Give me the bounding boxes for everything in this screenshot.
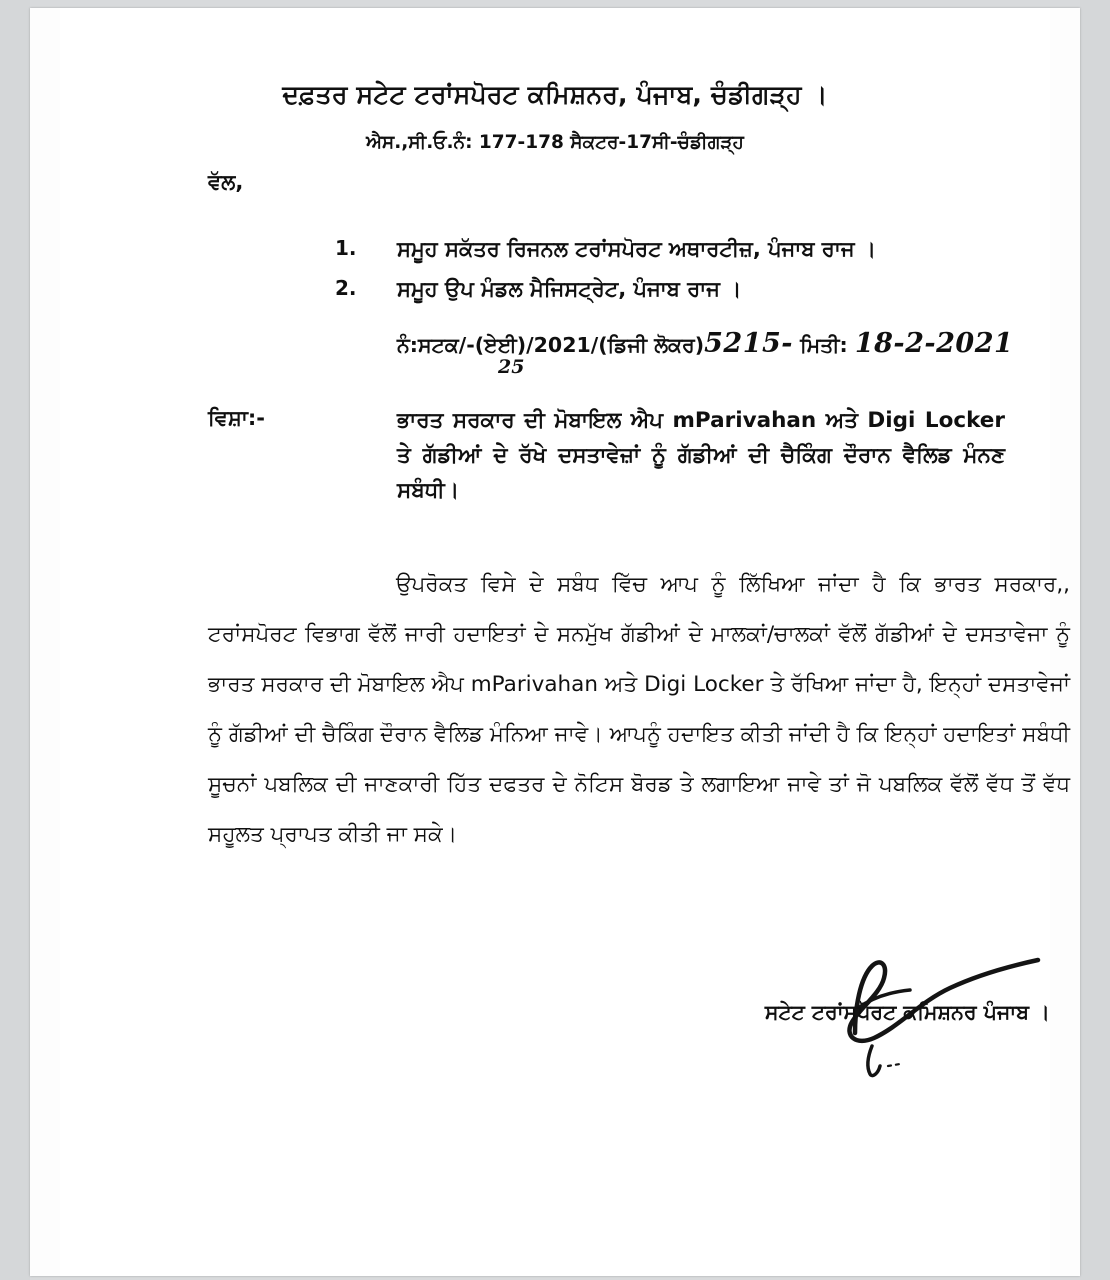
list-item [335, 276, 1035, 302]
date-handwritten: 18-2-2021 [854, 328, 1014, 359]
letter-body [208, 560, 1070, 861]
list-item-label: ਸਮੂਹ ਉਪ ਮੰਡਲ ਮੈਜਿਸਟ੍ਰੇਟ, ਪੰਜਾਬ ਰਾਜ । [397, 277, 742, 302]
reference-printed: ਨੰ:ਸਟਕ/-(ਏਈ)/2021/(ਡਿਜੀ ਲੋਕਰ) [397, 333, 705, 357]
office-heading: ਦਫ਼ਤਰ ਸਟੇਟ ਟਰਾਂਸਪੋਰਟ ਕਮਿਸ਼ਨਰ, ਪੰਜਾਬ, ਚੰਡੀਗੜ੍ਹ । [282, 80, 828, 109]
recipient-list [335, 236, 1035, 317]
reference-number-second-line: 25 [498, 356, 525, 378]
document-sheet [30, 8, 1080, 1276]
page-margin-right [1080, 0, 1110, 1280]
list-item [335, 236, 1035, 262]
reference-number-handwritten: 5215- [704, 328, 793, 359]
scanned-letter [60, 8, 1070, 1276]
page-margin-left [0, 0, 30, 1280]
list-item-number: 2. [335, 276, 357, 301]
document-page [60, 8, 1070, 1276]
list-item-label: ਸਮੂਹ ਸਕੱਤਰ ਰਿਜਨਲ ਟਰਾਂਸਪੋਰਟ ਅਥਾਰਟੀਜ਼, ਪੰਜਾਬ ਰਾਜ । [397, 237, 877, 261]
list-item-number: 1. [335, 236, 357, 260]
reference-line [397, 328, 1013, 359]
signatory-designation: ਸਟੇਟ ਟਰਾਂਸਪੋਰਟ ਕਮਿਸ਼ਨਰ ਪੰਜਾਬ । [764, 1000, 1050, 1024]
office-address: ਐਸ.,ਸੀ.ਓ.ਨੰ: 177-178 ਸੈਕਟਰ-17ਸੀ-ਚੰਡੀਗੜ੍ਹ [366, 132, 744, 153]
subject-label: ਵਿਸ਼ਾ:- [208, 406, 266, 430]
letter-body-text: ਉਪਰੋਕਤ ਵਿਸੇ ਦੇ ਸਬੰਧ ਵਿੱਚ ਆਪ ਨੂੰ ਲਿੱਖਿਆ ਜਾਂਦਾ ਹੈ ਕਿ ਭਾਰਤ ਸਰਕਾਰ,, ਟਰਾਂਸਪੋਰਟ ਵਿਭਾਗ ਵੱਲੋਂ ਜਾਰੀ ਹਦਾਇਤਾਂ ਦੇ ਸਨਮੁੱਖ ਗੱਡੀਆਂ ਦੇ ਮਾਲਕਾਂ/ਚਾਲਕਾਂ ਵੱਲੋਂ ਗੱਡੀਆਂ ਦੇ ਦਸਤਾਵੇਜਾ ਨੂੰ ਭਾਰਤ ਸਰਕਾਰ ਦੀ ਮੋਬਾਇਲ ਐਪ mParivahan ਅਤੇ Digi Locker ਤੇ ਰੱਖਿਆ ਜਾਂਦਾ ਹੈ, ਇਨ੍ਹਾਂ ਦਸਤਾਵੇਜਾਂ ਨੂੰ ਗੱਡੀਆਂ ਦੀ ਚੈਕਿੰਗ ਦੌਰਾਨ ਵੈਲਿਡ ਮੰਨਿਆ ਜਾਵੇ। ਆਪਨੂੰ ਹਦਾਇਤ ਕੀਤੀ ਜਾਂਦੀ ਹੈ ਕਿ ਇਨ੍ਹਾਂ ਹਦਾਇਤਾਂ ਸਬੰਧੀ ਸੂਚਨਾਂ ਪਬਲਿਕ ਦੀ ਜਾਣਕਾਰੀ ਹਿੱਤ ਦਫਤਰ ਦੇ ਨੋਟਿਸ ਬੋਰਡ ਤੇ ਲਗਾਇਆ ਜਾਵੇ ਤਾਂ ਜੋ ਪਬਲਿਕ ਵੱਲੋਂ ਵੱਧ ਤੋਂ ਵੱਧ ਸਹੂਲਤ ਪ੍ਰਾਪਤ ਕੀਤੀ ਜਾ ਸਕੇ। [208, 572, 1070, 848]
date-label: ਮਿਤੀ: [800, 333, 848, 357]
to-label: ਵੱਲ, [208, 170, 244, 194]
subject-text: ਭਾਰਤ ਸਰਕਾਰ ਦੀ ਮੋਬਾਇਲ ਐਪ mParivahan ਅਤੇ Digi Locker ਤੇ ਗੱਡੀਆਂ ਦੇ ਰੱਖੇ ਦਸਤਾਵੇਜ਼ਾਂ ਨੂੰ ਗੱਡੀਆਂ ਦੀ ਚੈਕਿੰਗ ਦੌਰਾਨ ਵੈਲਿਡ ਮੰਨਣ ਸਬੰਧੀ। [397, 408, 1005, 503]
